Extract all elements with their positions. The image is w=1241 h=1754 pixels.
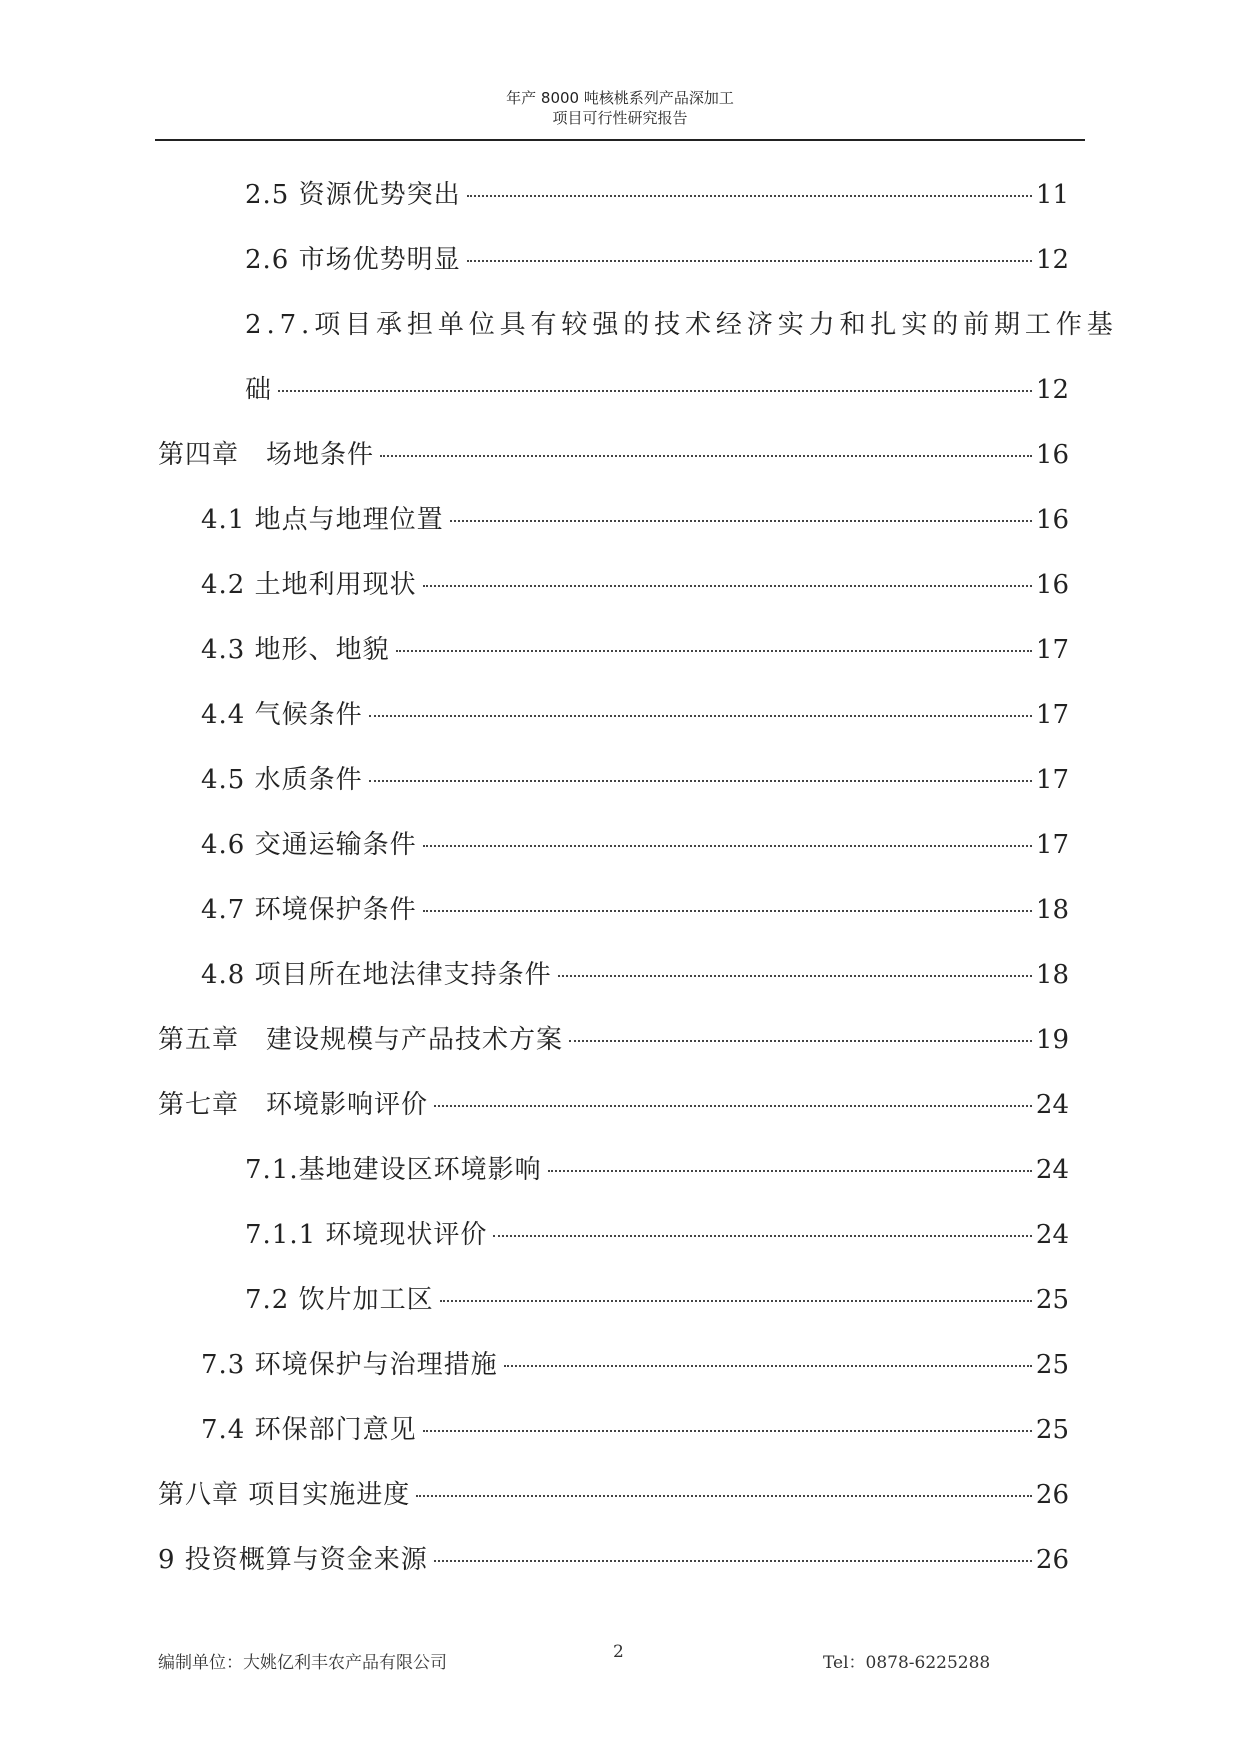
toc-entry-title: 第四章 场地条件 (158, 440, 375, 470)
toc-leader (558, 975, 1032, 977)
toc-entry-title: 4.8 项目所在地法律支持条件 (201, 960, 552, 990)
toc-leader (278, 390, 1032, 392)
toc-entry-title: 4.6 交通运输条件 (201, 830, 417, 860)
toc-entry-page: 19 (1035, 1025, 1069, 1055)
toc-entry[interactable] (201, 633, 1069, 667)
toc-entry-title: 7.4 环保部门意见 (201, 1415, 417, 1445)
toc-leader (416, 1495, 1032, 1497)
header-title-line1: 年产 8000 吨核桃系列产品深加工 (506, 89, 734, 107)
toc-entry-title: 第八章 项目实施进度 (158, 1480, 411, 1510)
toc-entry-page: 12 (1035, 245, 1069, 275)
toc-entry[interactable] (201, 698, 1069, 732)
toc-leader (504, 1365, 1032, 1367)
toc-entry-chapter[interactable] (158, 1478, 1069, 1512)
toc-entry-chapter[interactable] (158, 1023, 1069, 1057)
toc-leader (423, 585, 1032, 587)
toc-entry-title: 第五章 建设规模与产品技术方案 (158, 1025, 564, 1055)
toc-entry-title: 础 (245, 375, 273, 405)
toc-entry-page: 17 (1035, 765, 1069, 795)
toc-entry-page: 11 (1035, 180, 1069, 210)
toc-leader (423, 1430, 1032, 1432)
toc-entry-page: 16 (1035, 570, 1069, 600)
toc-entry[interactable] (201, 503, 1069, 537)
toc-entry[interactable] (245, 178, 1069, 212)
toc-entry[interactable] (245, 1153, 1069, 1187)
toc-entry[interactable] (245, 1283, 1069, 1317)
toc-entry-chapter[interactable] (158, 1543, 1069, 1577)
toc-entry-title: 2.6 市场优势明显 (245, 245, 461, 275)
toc-entry[interactable] (201, 763, 1069, 797)
toc-entry-page: 16 (1035, 505, 1069, 535)
toc-entry-page: 26 (1035, 1545, 1069, 1575)
footer-page-number: 2 (613, 1642, 624, 1662)
toc-entry-page: 17 (1035, 635, 1069, 665)
toc-leader (423, 910, 1032, 912)
toc-leader (467, 195, 1032, 197)
toc-entry-page: 18 (1035, 960, 1069, 990)
toc-entry-page: 16 (1035, 440, 1069, 470)
toc-leader (450, 520, 1032, 522)
toc-entry-page: 24 (1035, 1155, 1069, 1185)
toc-entry-page: 25 (1035, 1415, 1069, 1445)
toc-entry[interactable] (201, 1413, 1069, 1447)
running-header (155, 88, 1085, 128)
toc-entry-page: 25 (1035, 1285, 1069, 1315)
toc-entry[interactable] (245, 1218, 1069, 1252)
footer-telephone: Tel：0878-6225288 (823, 1653, 991, 1673)
toc-entry[interactable] (201, 828, 1069, 862)
toc-entry-page: 25 (1035, 1350, 1069, 1380)
toc-entry-page: 17 (1035, 830, 1069, 860)
toc-entry[interactable] (245, 243, 1069, 277)
toc-entry[interactable] (201, 568, 1069, 602)
toc-leader (493, 1235, 1031, 1237)
toc-entry-title: 4.4 气候条件 (201, 700, 363, 730)
toc-entry[interactable] (201, 893, 1069, 927)
toc-entry-page: 26 (1035, 1480, 1069, 1510)
toc-entry-title: 4.1 地点与地理位置 (201, 505, 444, 535)
toc-entry-title: 7.2 饮片加工区 (245, 1285, 434, 1315)
toc-entry-chapter[interactable] (158, 1088, 1069, 1122)
toc-leader (380, 455, 1032, 457)
toc-entry-title: 4.5 水质条件 (201, 765, 363, 795)
toc-entry-page: 18 (1035, 895, 1069, 925)
toc-leader (440, 1300, 1032, 1302)
toc-entry-title: 第七章 环境影响评价 (158, 1090, 429, 1120)
toc-entry-page: 24 (1035, 1220, 1069, 1250)
toc-entry-page: 24 (1035, 1090, 1069, 1120)
toc-leader (548, 1170, 1032, 1172)
toc-leader (467, 260, 1032, 262)
toc-leader (569, 1040, 1032, 1042)
toc-entry-page: 17 (1035, 700, 1069, 730)
toc-leader (434, 1560, 1032, 1562)
toc-leader (396, 650, 1032, 652)
toc-entry-title-wrapped: 2.7.项目承担单位具有较强的技术经济实力和扎实的前期工作基 (245, 310, 1118, 340)
toc-leader (423, 845, 1032, 847)
toc-entry-title: 7.3 环境保护与治理措施 (201, 1350, 498, 1380)
toc-entry-title: 4.3 地形、地貌 (201, 635, 390, 665)
toc-leader (369, 780, 1032, 782)
toc-entry-page: 12 (1035, 375, 1069, 405)
toc-entry-title: 9 投资概算与资金来源 (158, 1545, 428, 1575)
toc-leader (369, 715, 1032, 717)
toc-entry-title: 2.5 资源优势突出 (245, 180, 461, 210)
toc-entry[interactable] (201, 1348, 1069, 1382)
toc-entry-title: 4.2 土地利用现状 (201, 570, 417, 600)
header-divider (155, 139, 1085, 141)
toc-entry[interactable] (201, 958, 1069, 992)
header-title-line2: 项目可行性研究报告 (552, 109, 688, 127)
toc-entry-title: 7.1.基地建设区环境影响 (245, 1155, 542, 1185)
toc-entry-chapter[interactable] (158, 438, 1069, 472)
toc-entry[interactable] (245, 373, 1069, 407)
toc-entry-title: 4.7 环境保护条件 (201, 895, 417, 925)
toc-leader (434, 1105, 1032, 1107)
toc-entry-title: 7.1.1 环境现状评价 (245, 1220, 488, 1250)
footer-compiling-unit: 编制单位：大姚亿利丰农产品有限公司 (158, 1653, 447, 1673)
